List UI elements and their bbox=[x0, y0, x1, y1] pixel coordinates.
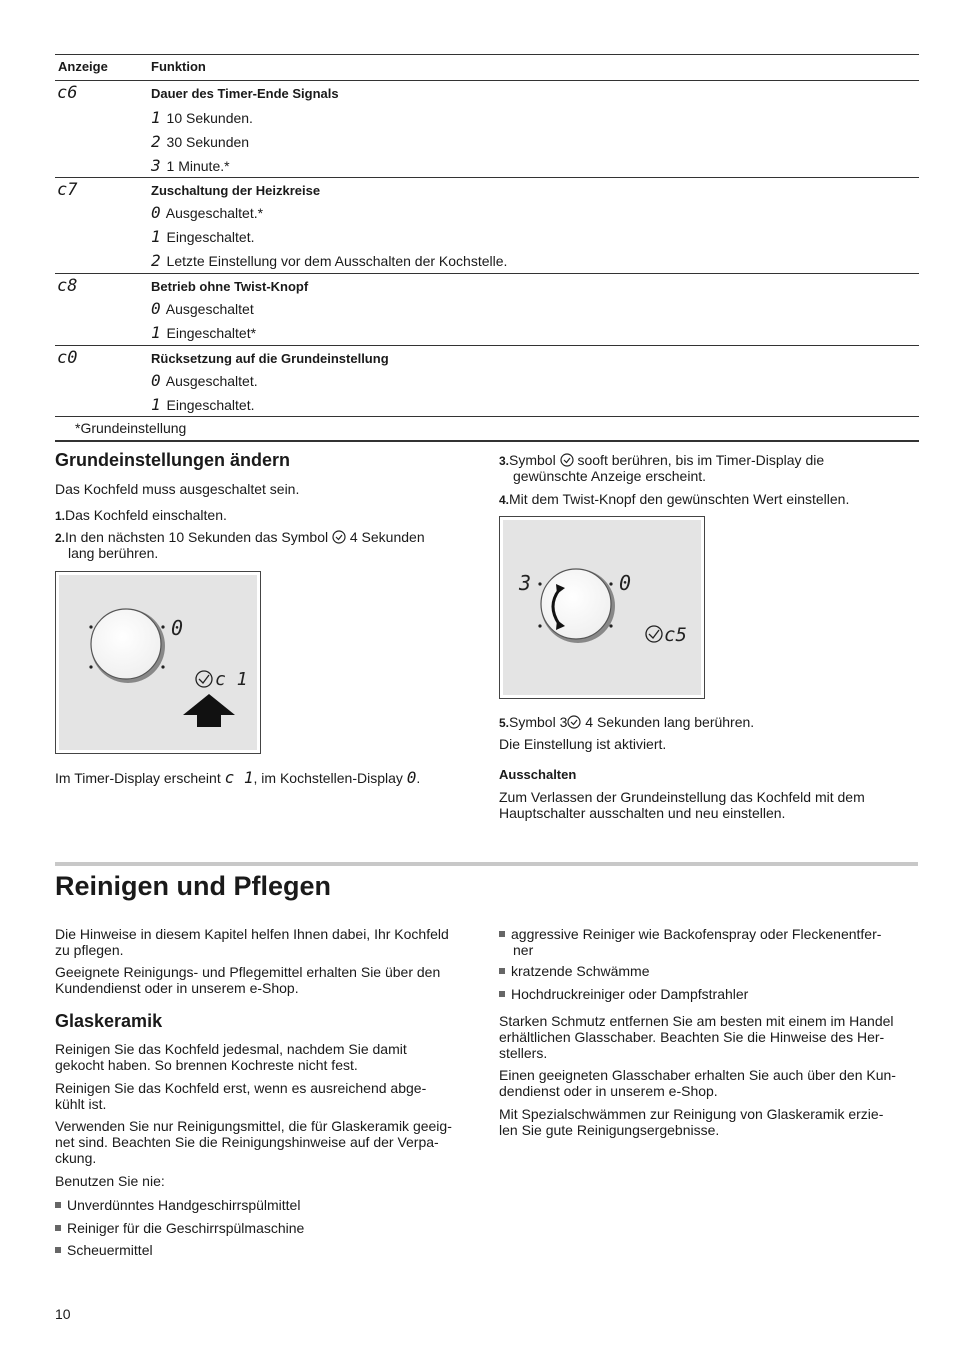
list-item-continued: ner bbox=[513, 942, 534, 958]
knob-level-display: 0 bbox=[171, 616, 184, 640]
display-code: c6 bbox=[57, 83, 78, 103]
hob-figure-2 bbox=[499, 516, 705, 699]
subheading-ausschalten: Ausschalten bbox=[499, 767, 577, 782]
paragraph: Reinigen Sie das Kochfeld jedesmal, nachdem Sie damit bbox=[55, 1041, 407, 1057]
table-row bbox=[151, 371, 258, 390]
step-3-continued: gewünschte Anzeige erscheint. bbox=[513, 468, 707, 484]
caption-code: c 1 bbox=[224, 768, 254, 787]
bullet-icon bbox=[55, 1225, 61, 1231]
step-5-result: Die Einstellung ist aktiviert. bbox=[499, 736, 667, 752]
step-text: In den nächsten 10 Sekunden das Symbol bbox=[65, 529, 329, 545]
paragraph: Einen geeigneten Glasschaber erhalten Sie auch über den Kun- bbox=[499, 1067, 896, 1083]
paragraph: len Sie gute Reinigungsergebnisse. bbox=[499, 1122, 720, 1138]
table-row bbox=[151, 108, 253, 127]
chapter-title: Reinigen und Pflegen bbox=[55, 871, 332, 901]
option-text: 30 Sekunden bbox=[166, 134, 250, 150]
option-text: Eingeschaltet* bbox=[166, 325, 257, 341]
step-text: Mit dem Twist-Knopf den gewünschten Wert einstellen. bbox=[509, 491, 850, 507]
step-number: 5. bbox=[499, 716, 510, 730]
paragraph: kühlt ist. bbox=[55, 1096, 107, 1112]
paragraph: zu pflegen. bbox=[55, 942, 124, 958]
option-text: 1 Minute.* bbox=[166, 158, 230, 174]
list-item-text: Unverdünntes Handgeschirrspülmittel bbox=[67, 1197, 301, 1213]
bullet-icon bbox=[499, 968, 505, 974]
display-code: c0 bbox=[57, 348, 78, 368]
hob-figure-1 bbox=[55, 571, 261, 754]
header-anzeige: Anzeige bbox=[58, 59, 108, 74]
table-row bbox=[151, 395, 254, 414]
timer-symbol-icon bbox=[567, 715, 581, 729]
list-item bbox=[499, 926, 881, 942]
display-code: c7 bbox=[57, 180, 78, 200]
ausschalten-text: Hauptschalter ausschalten und neu einstellen. bbox=[499, 805, 786, 821]
option-digit: 1 bbox=[151, 323, 161, 342]
caption-end: . bbox=[416, 770, 421, 786]
step-number: 4. bbox=[499, 493, 510, 507]
bullet-icon bbox=[499, 931, 505, 937]
option-digit: 3 bbox=[151, 156, 161, 175]
figure-caption bbox=[55, 770, 420, 786]
paragraph: gekocht haben. So brennen Kochreste nicht fest. bbox=[55, 1057, 358, 1073]
step-1 bbox=[55, 507, 227, 524]
option-text: Ausgeschaltet. bbox=[165, 373, 258, 389]
timer-symbol-icon bbox=[560, 453, 574, 467]
caption-text: , im Kochstellen-Display bbox=[253, 770, 403, 786]
paragraph: net sind. Beachten Sie die Reinigungshinweise auf der Verpa- bbox=[55, 1134, 439, 1150]
option-digit: 2 bbox=[151, 132, 161, 151]
option-text: Ausgeschaltet.* bbox=[165, 205, 264, 221]
paragraph: Mit Spezialschwämmen zur Reinigung von Glaskeramik erzie- bbox=[499, 1106, 884, 1122]
step-number: 2. bbox=[55, 531, 66, 545]
table-row bbox=[151, 156, 230, 175]
table-row bbox=[151, 132, 249, 151]
subsection-heading: Glaskeramik bbox=[55, 1011, 163, 1031]
step-5 bbox=[499, 714, 754, 731]
section-heading: Grundeinstellungen ändern bbox=[55, 450, 291, 470]
option-digit: 2 bbox=[151, 251, 161, 270]
table-group-c8 bbox=[55, 274, 919, 346]
step-4 bbox=[499, 491, 849, 508]
table-footnote bbox=[55, 417, 919, 442]
list-item-text: aggressive Reiniger wie Backofenspray oder Fleckenentfer- bbox=[511, 926, 882, 942]
timer-display: c 1 bbox=[215, 669, 248, 690]
option-digit: 1 bbox=[151, 227, 161, 246]
timer-symbol-icon bbox=[196, 671, 212, 687]
timer-symbol-icon bbox=[332, 530, 346, 544]
paragraph: Die Hinweise in diesem Kapitel helfen Ihnen dabei, Ihr Kochfeld bbox=[55, 926, 449, 942]
paragraph: dendienst oder in unserem e-Shop. bbox=[499, 1083, 718, 1099]
knob-illustration bbox=[503, 520, 701, 695]
table-row bbox=[151, 299, 254, 318]
option-digit: 0 bbox=[151, 371, 161, 390]
option-text: Ausgeschaltet bbox=[165, 301, 254, 317]
paragraph: Starken Schmutz entfernen Sie am besten mit einem im Handel bbox=[499, 1013, 894, 1029]
table-header bbox=[55, 54, 919, 81]
option-text: Eingeschaltet. bbox=[166, 229, 255, 245]
list-item-text: Hochdruckreiniger oder Dampfstrahler bbox=[511, 986, 749, 1002]
display-code: c8 bbox=[57, 276, 78, 296]
step-text: Symbol bbox=[509, 452, 556, 468]
list-item bbox=[55, 1242, 153, 1258]
paragraph: ckung. bbox=[55, 1150, 97, 1166]
step-2 bbox=[55, 529, 425, 546]
paragraph: Benutzen Sie nie: bbox=[55, 1173, 165, 1189]
page-number: 10 bbox=[55, 1306, 71, 1322]
table-row bbox=[151, 227, 254, 246]
list-item bbox=[55, 1220, 304, 1236]
timer-display: c5 bbox=[664, 624, 687, 646]
knob-level-display: 0 bbox=[619, 571, 632, 595]
bullet-icon bbox=[55, 1202, 61, 1208]
list-item-text: Reiniger für die Geschirrspülmaschine bbox=[67, 1220, 305, 1236]
table-row bbox=[151, 323, 256, 342]
step-text: sooft berühren, bis im Timer-Display die bbox=[577, 452, 825, 468]
list-item bbox=[499, 963, 650, 979]
step-number: 3. bbox=[499, 454, 510, 468]
step-2-continued: lang berühren. bbox=[68, 545, 159, 561]
group-title: Betrieb ohne Twist-Knopf bbox=[151, 279, 309, 294]
paragraph: Reinigen Sie das Kochfeld erst, wenn es ausreichend abge- bbox=[55, 1080, 427, 1096]
group-title: Rücksetzung auf die Grundeinstellung bbox=[151, 351, 389, 366]
knob-illustration bbox=[59, 575, 257, 750]
caption-text: Im Timer-Display erscheint bbox=[55, 770, 221, 786]
option-digit: 0 bbox=[151, 203, 161, 222]
list-item-text: kratzende Schwämme bbox=[511, 963, 650, 979]
option-text: 10 Sekunden. bbox=[166, 110, 253, 126]
table-group-c0 bbox=[55, 346, 919, 417]
option-digit: 1 bbox=[151, 395, 161, 414]
settings-table bbox=[55, 54, 919, 442]
paragraph: Kundendienst oder in unserem e-Shop. bbox=[55, 980, 299, 996]
option-digit: 0 bbox=[151, 299, 161, 318]
table-group-c7 bbox=[55, 178, 919, 274]
step-number: 1. bbox=[55, 509, 66, 523]
step-text: Das Kochfeld einschalten. bbox=[65, 507, 227, 523]
intro-text: Das Kochfeld muss ausgeschaltet sein. bbox=[55, 481, 300, 497]
step-text: Symbol 3 bbox=[509, 714, 568, 730]
header-funktion: Funktion bbox=[151, 59, 206, 74]
bullet-icon bbox=[55, 1247, 61, 1253]
table-row bbox=[151, 203, 263, 222]
section-divider bbox=[55, 862, 918, 866]
footnote-text: *Grundeinstellung bbox=[75, 420, 187, 436]
caption-digit: 0 bbox=[406, 768, 417, 787]
option-text: Letzte Einstellung vor dem Ausschalten der Kochstelle. bbox=[166, 253, 508, 269]
ausschalten-text: Zum Verlassen der Grundeinstellung das Kochfeld mit dem bbox=[499, 789, 865, 805]
table-group-c6 bbox=[55, 81, 919, 178]
group-title: Zuschaltung der Heizkreise bbox=[151, 183, 321, 198]
option-text: Eingeschaltet. bbox=[166, 397, 255, 413]
step-3 bbox=[499, 452, 824, 469]
paragraph: erhältlichen Glasschaber. Beachten Sie die Hinweise des Her- bbox=[499, 1029, 885, 1045]
list-item-text: Scheuermittel bbox=[67, 1242, 153, 1258]
list-item bbox=[55, 1197, 300, 1213]
list-item bbox=[499, 986, 748, 1002]
group-title: Dauer des Timer-Ende Signals bbox=[151, 86, 339, 101]
option-digit: 1 bbox=[151, 108, 161, 127]
arrow-up-icon bbox=[183, 694, 235, 727]
paragraph: Geeignete Reinigungs- und Pflegemittel erhalten Sie über den bbox=[55, 964, 441, 980]
timer-symbol-icon bbox=[646, 626, 662, 642]
paragraph: stellers. bbox=[499, 1045, 548, 1061]
bullet-icon bbox=[499, 991, 505, 997]
table-row bbox=[151, 251, 507, 270]
step-text: 4 Sekunden lang berühren. bbox=[585, 714, 755, 730]
step-text: 4 Sekunden bbox=[349, 529, 425, 545]
paragraph: Verwenden Sie nur Reinigungsmittel, die für Glaskeramik geeig- bbox=[55, 1118, 452, 1134]
left-value-display: 3 bbox=[519, 571, 532, 595]
